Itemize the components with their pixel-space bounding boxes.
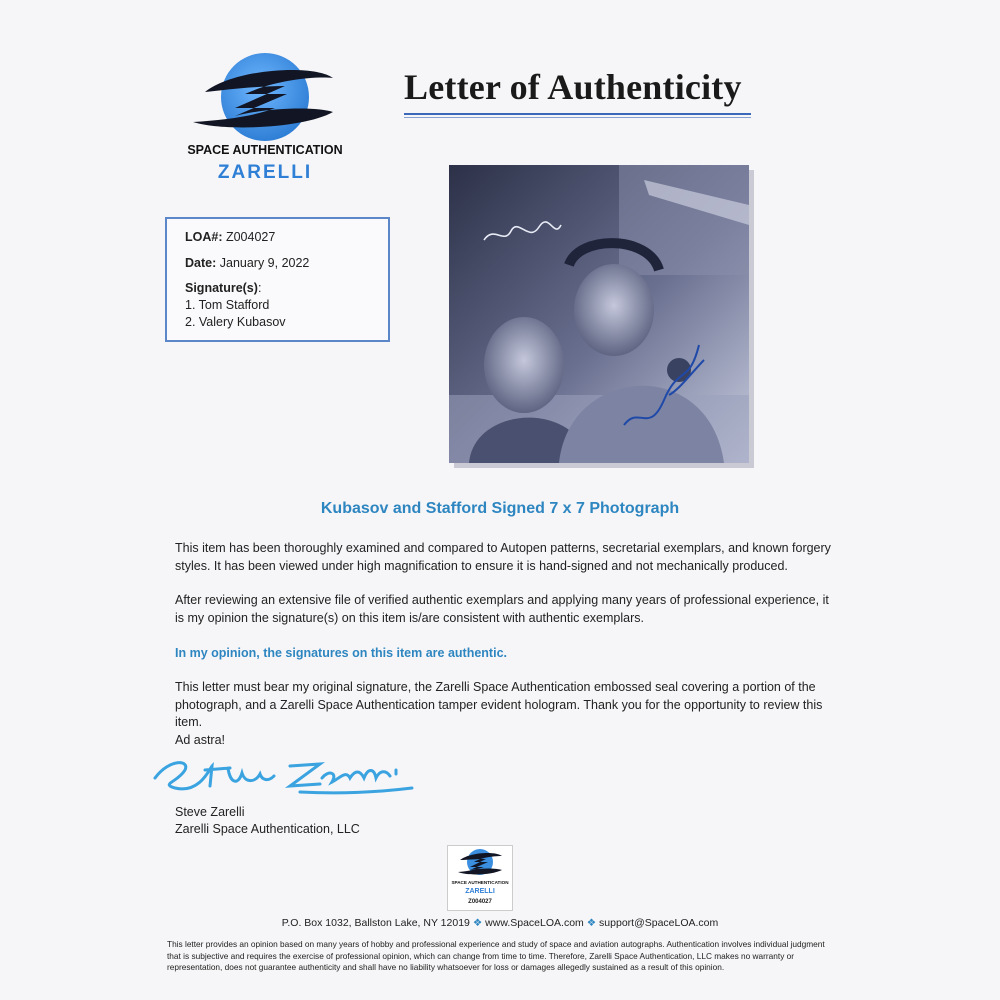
signer-name: Steve Zarelli: [175, 805, 245, 819]
title-underline-secondary: [404, 117, 751, 118]
seal-line1: SPACE AUTHENTICATION: [451, 880, 509, 885]
diamond-icon: ❖: [472, 917, 486, 929]
website-link[interactable]: www.SpaceLOA.com: [485, 917, 584, 929]
seal-logo-icon: [448, 846, 512, 898]
item-title: Kubasov and Stafford Signed 7 x 7 Photograph: [320, 500, 680, 517]
signatures-colon: :: [257, 281, 262, 295]
disclaimer: This letter provides an opinion based on many years of hobby and professional experience and study of space and aviation autographs. Authentication involves individual judgment that is subjective and requires the exercise of professional opinion, which can change from time to time. Therefore, Zarelli Space Authentication, LLC makes no warranty or representation, does not guarantee authenticity and shall have no liability whatsoever for loss or damages allegedly sustained as a result of this opinion.: [167, 939, 825, 972]
handwritten-signature: [150, 748, 420, 798]
logo-icon: [165, 50, 365, 195]
loa-value: Z004027: [222, 230, 276, 244]
signature-item: 2. Valery Kubasov: [185, 315, 286, 329]
contact-address: [0, 917, 1000, 929]
autographed-photo-icon: [449, 165, 749, 463]
signature-item: 1. Tom Stafford: [185, 298, 270, 312]
loa-label: LOA#:: [185, 230, 223, 244]
page-title: Letter of Authenticity: [404, 67, 742, 107]
loa-number-row: [185, 230, 275, 244]
signatures-heading: [185, 281, 261, 295]
signatures-label: Signature(s): [185, 281, 258, 295]
signature-icon: [150, 748, 420, 798]
examination-paragraph: This item has been thoroughly examined and compared to Autopen patterns, secretarial exemplars, and known forgery styles. It has been viewed under high magnification to ensure it is hand-signed and not mechanically produced.: [175, 541, 831, 573]
signer-company: Zarelli Space Authentication, LLC: [175, 822, 360, 836]
title-underline: [404, 113, 751, 115]
loa-info-box: [165, 217, 390, 342]
hologram-seal: [447, 845, 513, 911]
seal-line2: ZARELLI: [465, 888, 495, 895]
logo-line1: SPACE AUTHENTICATION: [187, 143, 343, 157]
date-label: Date:: [185, 256, 217, 270]
opinion-statement: In my opinion, the signatures on this item are authentic.: [175, 646, 507, 660]
zarelli-logo: [165, 50, 365, 195]
date-value: January 9, 2022: [216, 256, 310, 270]
autographed-photo: [449, 165, 749, 463]
diamond-icon: ❖: [586, 917, 600, 929]
seal-number: Z004027: [468, 899, 492, 905]
sign-off: Ad astra!: [175, 733, 226, 747]
po-box: P.O. Box 1032, Ballston Lake, NY 12019: [281, 917, 470, 929]
date-row: [185, 256, 309, 270]
exemplar-paragraph: After reviewing an extensive file of verified authentic exemplars and applying many years of professional experience, it is my opinion the signature(s) on this item is/are consistent with authentic exemplars.: [175, 593, 829, 625]
logo-line2: ZARELLI: [217, 162, 313, 183]
closing-paragraph: This letter must bear my original signature, the Zarelli Space Authentication embossed seal covering a portion of the photograph, and a Zarelli Space Authentication tamper evident hologram. Thank you for the opportunity to review this item.: [175, 680, 823, 729]
email-link[interactable]: support@SpaceLOA.com: [599, 917, 719, 929]
